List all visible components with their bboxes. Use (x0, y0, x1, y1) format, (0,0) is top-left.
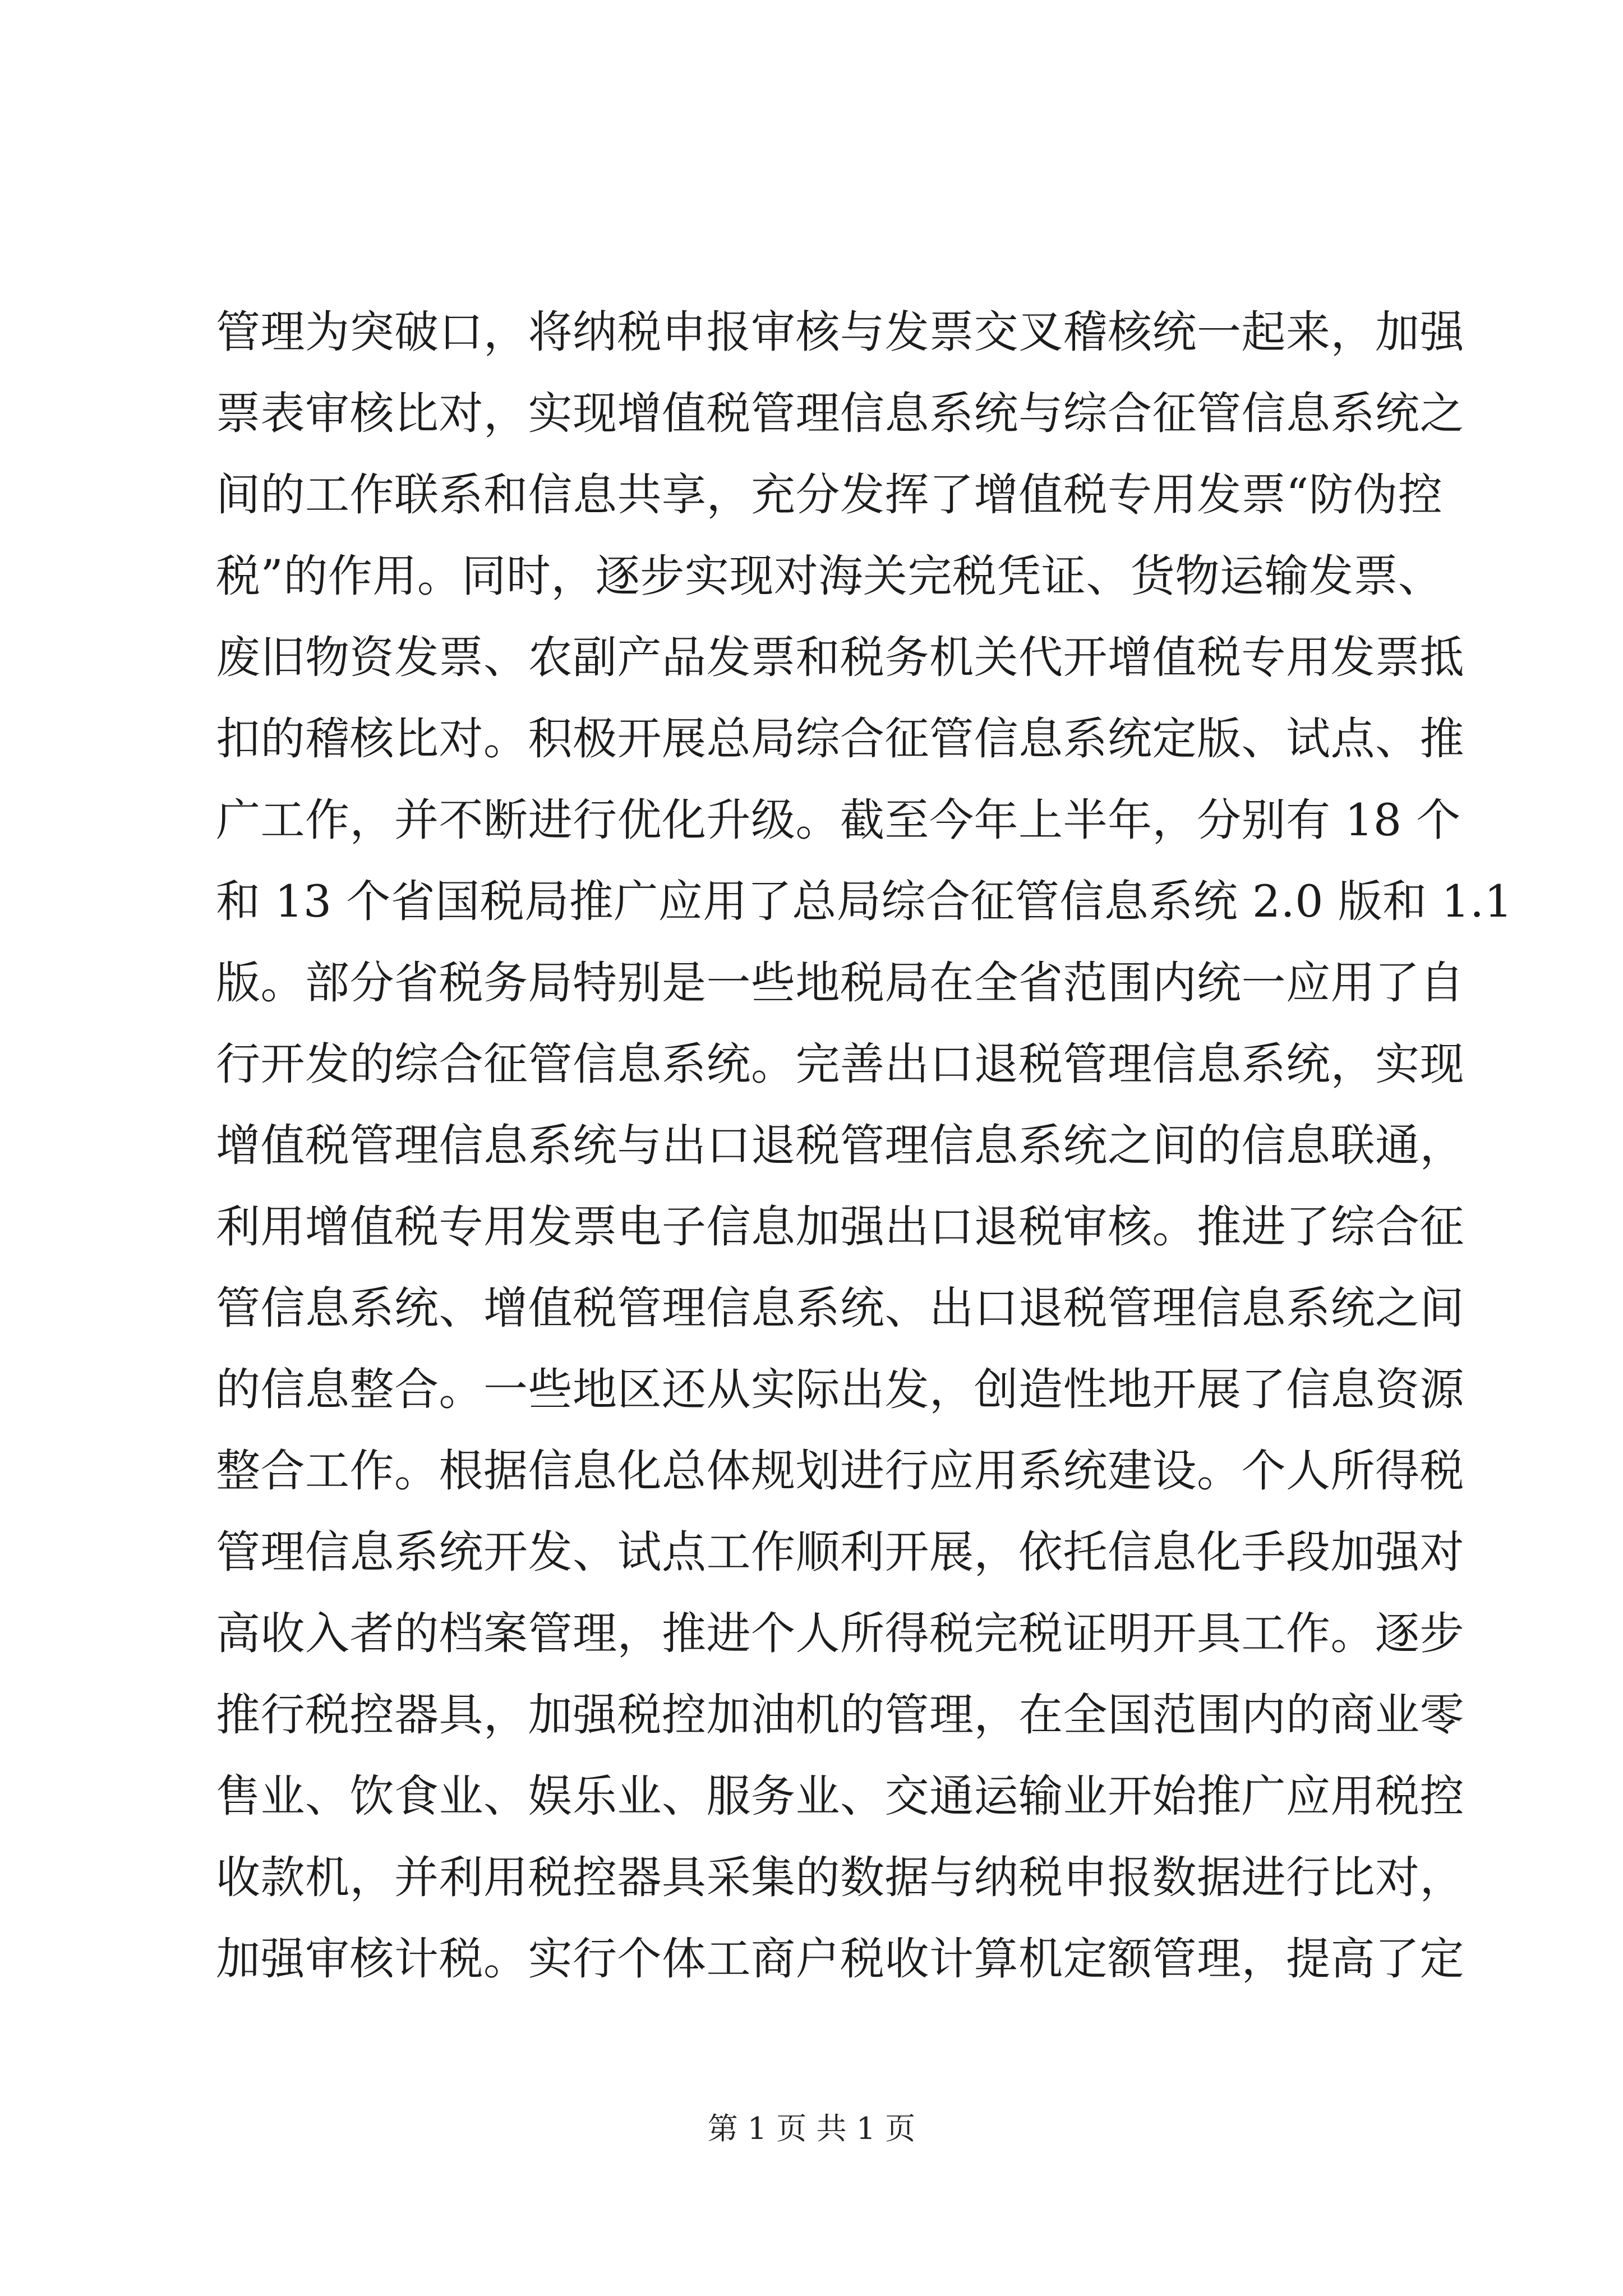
text-line: 广工作，并不断进行优化升级。截至今年上半年，分别有 18 个 (216, 794, 1461, 846)
page-number-footer: 第 1 页 共 1 页 (707, 2111, 916, 2146)
text-line: 票表审核比对，实现增值税管理信息系统与综合征管信息系统之 (216, 388, 1464, 439)
text-line: 扣的稽核比对。积极开展总局综合征管信息系统定版、试点、推 (216, 713, 1464, 765)
text-line: 行开发的综合征管信息系统。完善出口退税管理信息系统，实现 (216, 1038, 1464, 1090)
text-line: 间的工作联系和信息共享，充分发挥了增值税专用发票“防伪控 (216, 469, 1443, 521)
text-line: 管理信息系统开发、试点工作顺利开展，依托信息化手段加强对 (216, 1526, 1464, 1578)
text-line: 税”的作用。同时，逐步实现对海关完税凭证、货物运输发票、 (216, 550, 1443, 602)
text-line: 售业、饮食业、娱乐业、服务业、交通运输业开始推广应用税控 (216, 1770, 1464, 1822)
text-line: 收款机，并利用税控器具采集的数据与纳税申报数据进行比对， (216, 1852, 1464, 1903)
text-line: 管理为突破口，将纳税申报审核与发票交叉稽核统一起来，加强 (216, 306, 1464, 358)
text-line: 版。部分省税务局特别是一些地税局在全省范围内统一应用了自 (216, 957, 1464, 1009)
text-line: 管信息系统、增值税管理信息系统、出口退税管理信息系统之间 (216, 1282, 1464, 1334)
text-line: 废旧物资发票、农副产品发票和税务机关代开增值税专用发票抵 (216, 632, 1464, 683)
text-line: 利用增值税专用发票电子信息加强出口退税审核。推进了综合征 (216, 1201, 1464, 1253)
text-line: 的信息整合。一些地区还从实际出发，创造性地开展了信息资源 (216, 1364, 1464, 1415)
text-line: 整合工作。根据信息化总体规划进行应用系统建设。个人所得税 (216, 1445, 1464, 1497)
text-line: 和 13 个省国税局推广应用了总局综合征管信息系统 2.0 版和 1.1 (216, 876, 1513, 927)
text-line: 高收入者的档案管理，推进个人所得税完税证明开具工作。逐步 (216, 1608, 1464, 1659)
text-line: 推行税控器具，加强税控加油机的管理，在全国范围内的商业零 (216, 1689, 1464, 1741)
text-line: 加强审核计税。实行个体工商户税收计算机定额管理，提高了定 (216, 1933, 1464, 1985)
text-line: 增值税管理信息系统与出口退税管理信息系统之间的信息联通， (216, 1120, 1464, 1171)
body-text (216, 292, 1513, 2000)
